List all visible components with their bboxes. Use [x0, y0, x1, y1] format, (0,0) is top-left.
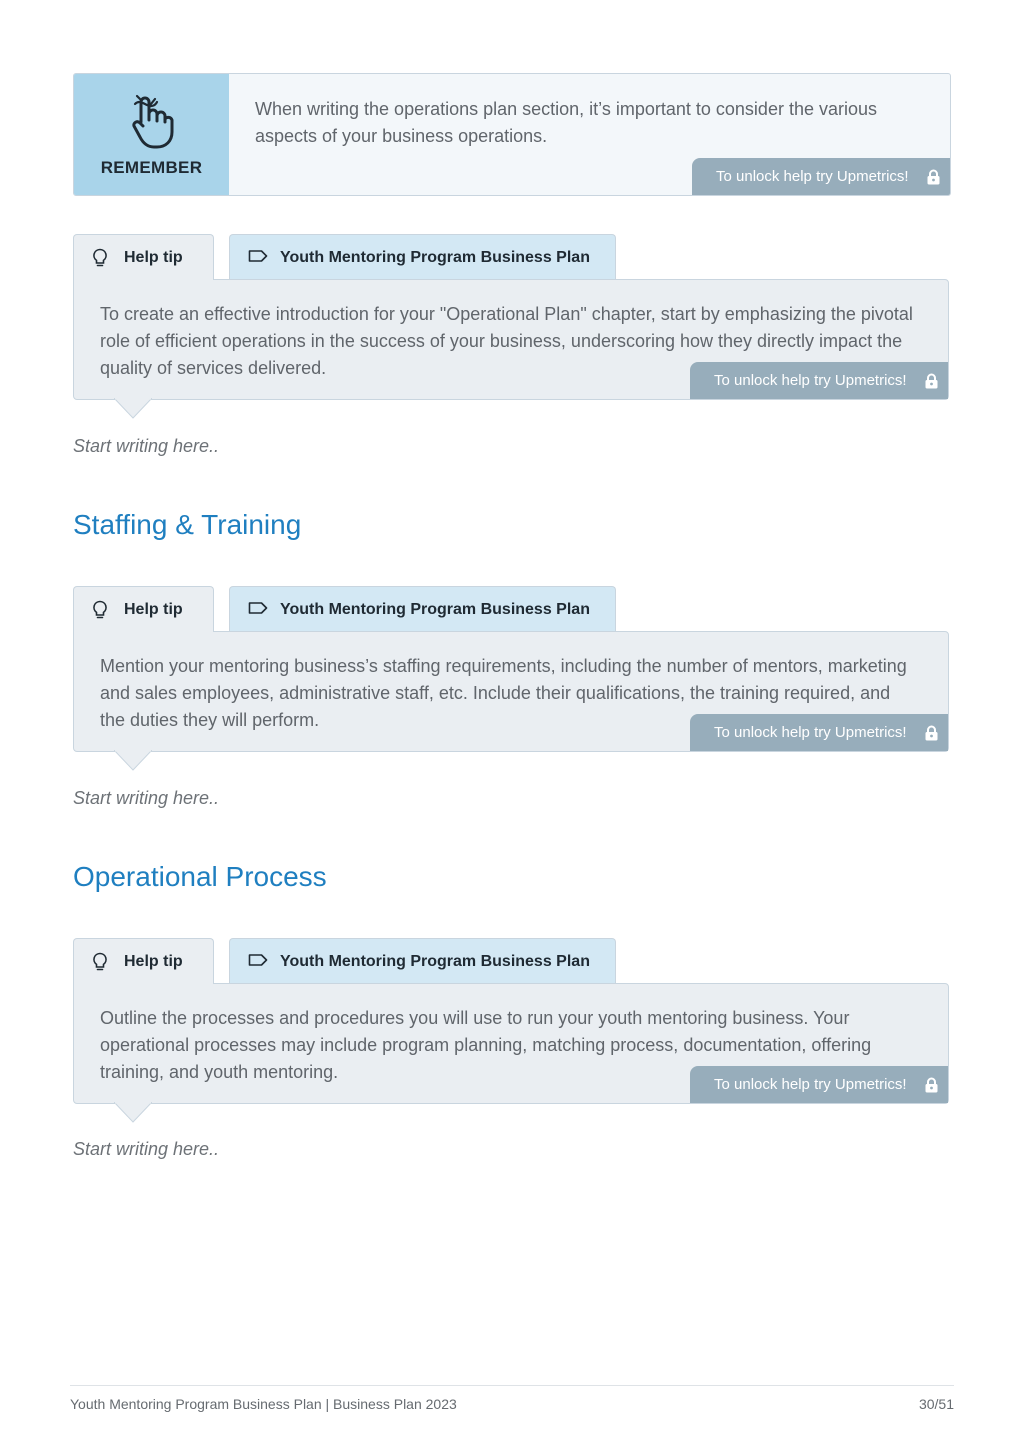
writing-area[interactable]: Start writing here..	[73, 1139, 220, 1159]
footer-title: Youth Mentoring Program Business Plan | Business Plan 2023	[70, 1396, 457, 1412]
unlock-upmetrics-button[interactable]	[690, 714, 948, 751]
footer-divider	[70, 1385, 954, 1386]
tab-help-tip-label: Help tip	[124, 249, 183, 266]
tab-help-tip[interactable]	[73, 234, 214, 280]
lock-icon	[925, 373, 938, 389]
remember-sidebar	[74, 74, 229, 195]
lightbulb-icon	[92, 600, 108, 620]
help-tabs	[73, 938, 633, 984]
lightbulb-icon	[92, 248, 108, 268]
tab-help-tip-label: Help tip	[124, 953, 183, 970]
speech-pointer	[114, 750, 152, 772]
unlock-label: To unlock help try Upmetrics!	[714, 724, 907, 741]
tab-business-plan[interactable]	[229, 586, 616, 631]
tag-icon	[248, 248, 268, 264]
tab-help-tip[interactable]	[73, 586, 214, 632]
lock-icon	[925, 1077, 938, 1093]
help-tabs	[73, 234, 633, 280]
tab-business-plan[interactable]	[229, 234, 616, 279]
lightbulb-icon	[92, 952, 108, 972]
remember-callout	[73, 73, 951, 196]
tab-business-plan-label: Youth Mentoring Program Business Plan	[280, 249, 590, 266]
finger-string-icon	[129, 94, 175, 150]
writing-area[interactable]: Start writing here..	[73, 788, 220, 808]
tab-business-plan-label: Youth Mentoring Program Business Plan	[280, 953, 590, 970]
tab-help-tip-label: Help tip	[124, 601, 183, 618]
help-tip-box	[73, 631, 949, 752]
lock-icon	[927, 169, 940, 185]
remember-label: REMEMBER	[100, 158, 203, 177]
page-number: 30/51	[918, 1396, 954, 1412]
lock-icon	[925, 725, 938, 741]
tag-icon	[248, 952, 268, 968]
unlock-upmetrics-button[interactable]	[690, 362, 948, 399]
section-heading: Staffing & Training	[73, 509, 302, 540]
writing-area[interactable]: Start writing here..	[73, 436, 220, 456]
unlock-label: To unlock help try Upmetrics!	[714, 1076, 907, 1093]
help-tip-text: Outline the processes and procedures you will use to run your youth mentoring business. Your operational processes may include program planning, matching process, documentation, offering training, and youth mentoring.	[100, 1008, 872, 1082]
tab-business-plan[interactable]	[229, 938, 616, 983]
help-tip-box	[73, 983, 949, 1104]
speech-pointer	[114, 398, 152, 420]
tab-help-tip[interactable]	[73, 938, 214, 984]
help-tip-text: Mention your mentoring business’s staffing requirements, including the number of mentors, marketing and sales employees, administrative staff, etc. Include their qualifications, the training required, and the duties they will perform.	[100, 656, 907, 730]
tag-icon	[248, 600, 268, 616]
help-tip-box	[73, 279, 949, 400]
speech-pointer	[114, 1102, 152, 1124]
unlock-label: To unlock help try Upmetrics!	[716, 168, 909, 185]
remember-text: When writing the operations plan section, it’s important to consider the various aspects of your business operations.	[255, 99, 877, 146]
unlock-upmetrics-button[interactable]	[690, 1066, 948, 1103]
section-heading: Operational Process	[73, 861, 327, 892]
help-tabs	[73, 586, 633, 632]
unlock-label: To unlock help try Upmetrics!	[714, 372, 907, 389]
tab-business-plan-label: Youth Mentoring Program Business Plan	[280, 601, 590, 618]
unlock-upmetrics-button[interactable]	[692, 158, 950, 195]
help-tip-text: To create an effective introduction for your "Operational Plan" chapter, start by emphasizing the pivotal role of efficient operations in the success of your business, underscoring how they directly impact the quality of services delivered.	[100, 304, 913, 378]
